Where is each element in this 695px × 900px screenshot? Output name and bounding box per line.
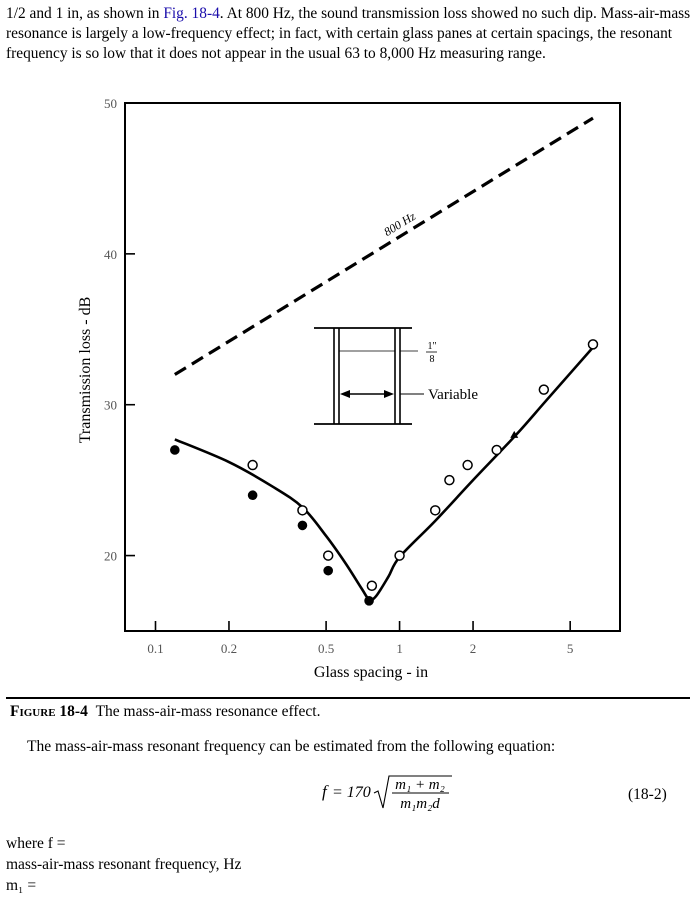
where-block [6, 833, 241, 896]
caption-label: Figure [10, 703, 56, 720]
inset-variable-label: Variable [428, 387, 478, 403]
filled-circle-point [364, 596, 374, 606]
inset-fraction-numerator: 1" [427, 341, 437, 352]
series-filled-circles [170, 445, 374, 605]
transmission-loss-chart [0, 95, 695, 690]
equation-graphic [322, 772, 462, 814]
x-tick-label: 2 [469, 641, 477, 656]
y-tick-label: 40 [104, 246, 117, 262]
x-axis-label: Glass spacing - in [313, 664, 429, 681]
y-axis-label: Transmission loss - dB [77, 296, 94, 444]
filled-circle-point [248, 490, 258, 500]
caption-number: 18-4 [59, 703, 88, 720]
x-tick-label: 1 [396, 641, 403, 656]
filled-circle-point [298, 521, 308, 531]
inset-fraction-denominator: 8 [429, 354, 435, 365]
figure-caption [10, 703, 321, 721]
equation-number: (18-2) [628, 786, 667, 803]
intro-before-link: 1/2 and 1 in, as shown in [6, 5, 164, 22]
body-paragraph: The mass-air-mass resonant frequency can be estimated from the following equation: [27, 738, 556, 755]
arrowhead-left-icon [340, 390, 350, 398]
filled-circle-point [323, 566, 333, 576]
where-line-1: where f = [6, 835, 66, 852]
open-circle-point [463, 461, 472, 470]
glazing-inset-diagram [314, 328, 478, 424]
open-circle-point [367, 581, 376, 590]
filled-circle-point [170, 445, 180, 455]
y-tick-label: 50 [104, 96, 117, 111]
y-tick-label: 30 [104, 397, 117, 413]
y-axis-ticks [104, 96, 135, 564]
open-circle-point [298, 506, 307, 515]
equation-equals: = 170 [332, 784, 371, 801]
open-circle-point [539, 385, 548, 394]
open-circle-point [588, 340, 597, 349]
caption-text: The mass-air-mass resonance effect. [95, 703, 321, 720]
series-open-circles [248, 340, 597, 590]
where-line-3: m₁ = [6, 877, 37, 894]
arrowhead-right-icon [384, 390, 394, 398]
data-series [170, 118, 597, 606]
open-circle-point [431, 506, 440, 515]
intro-paragraph [6, 4, 692, 64]
equation-18-2 [322, 772, 462, 819]
equation-numerator: m₁ + m₂ [395, 777, 445, 793]
open-circle-point [248, 461, 257, 470]
equation-lhs: f [322, 782, 327, 801]
where-line-2: mass-air-mass resonant frequency, Hz [6, 856, 242, 873]
series-dashed-line [175, 118, 593, 374]
x-tick-label: 0.5 [317, 641, 335, 656]
series-solid-curve [175, 347, 593, 600]
x-tick-label: 0.1 [147, 641, 164, 656]
open-circle-point [445, 476, 454, 485]
plot-border [125, 103, 620, 631]
series-label-800hz: 800 Hz [381, 209, 418, 239]
open-circle-point [492, 445, 501, 454]
plot-frame [125, 103, 620, 631]
y-tick-label: 20 [104, 548, 117, 564]
figure-link[interactable]: Fig. 18-4 [163, 5, 220, 22]
dashed-800hz-line [175, 118, 593, 374]
x-tick-label: 0.2 [220, 641, 238, 656]
equation-denominator: m₁m₂d [400, 796, 440, 812]
intro-after-link: . At 800 Hz, the sound transmission loss showed no such dip. Mass-air-mass resonance is largely a low-frequency effect; in fact, with certain glass panes at certain spacings, the resonant frequency is so low that it does not appear in the usual 63 to 8,000 Hz measuring range. [6, 5, 691, 62]
x-axis-ticks [147, 621, 573, 656]
open-circle-point [324, 551, 333, 560]
open-circle-point [395, 551, 404, 560]
fitted-curve [175, 347, 593, 600]
caption-divider [6, 697, 690, 699]
x-tick-label: 5 [566, 641, 574, 656]
